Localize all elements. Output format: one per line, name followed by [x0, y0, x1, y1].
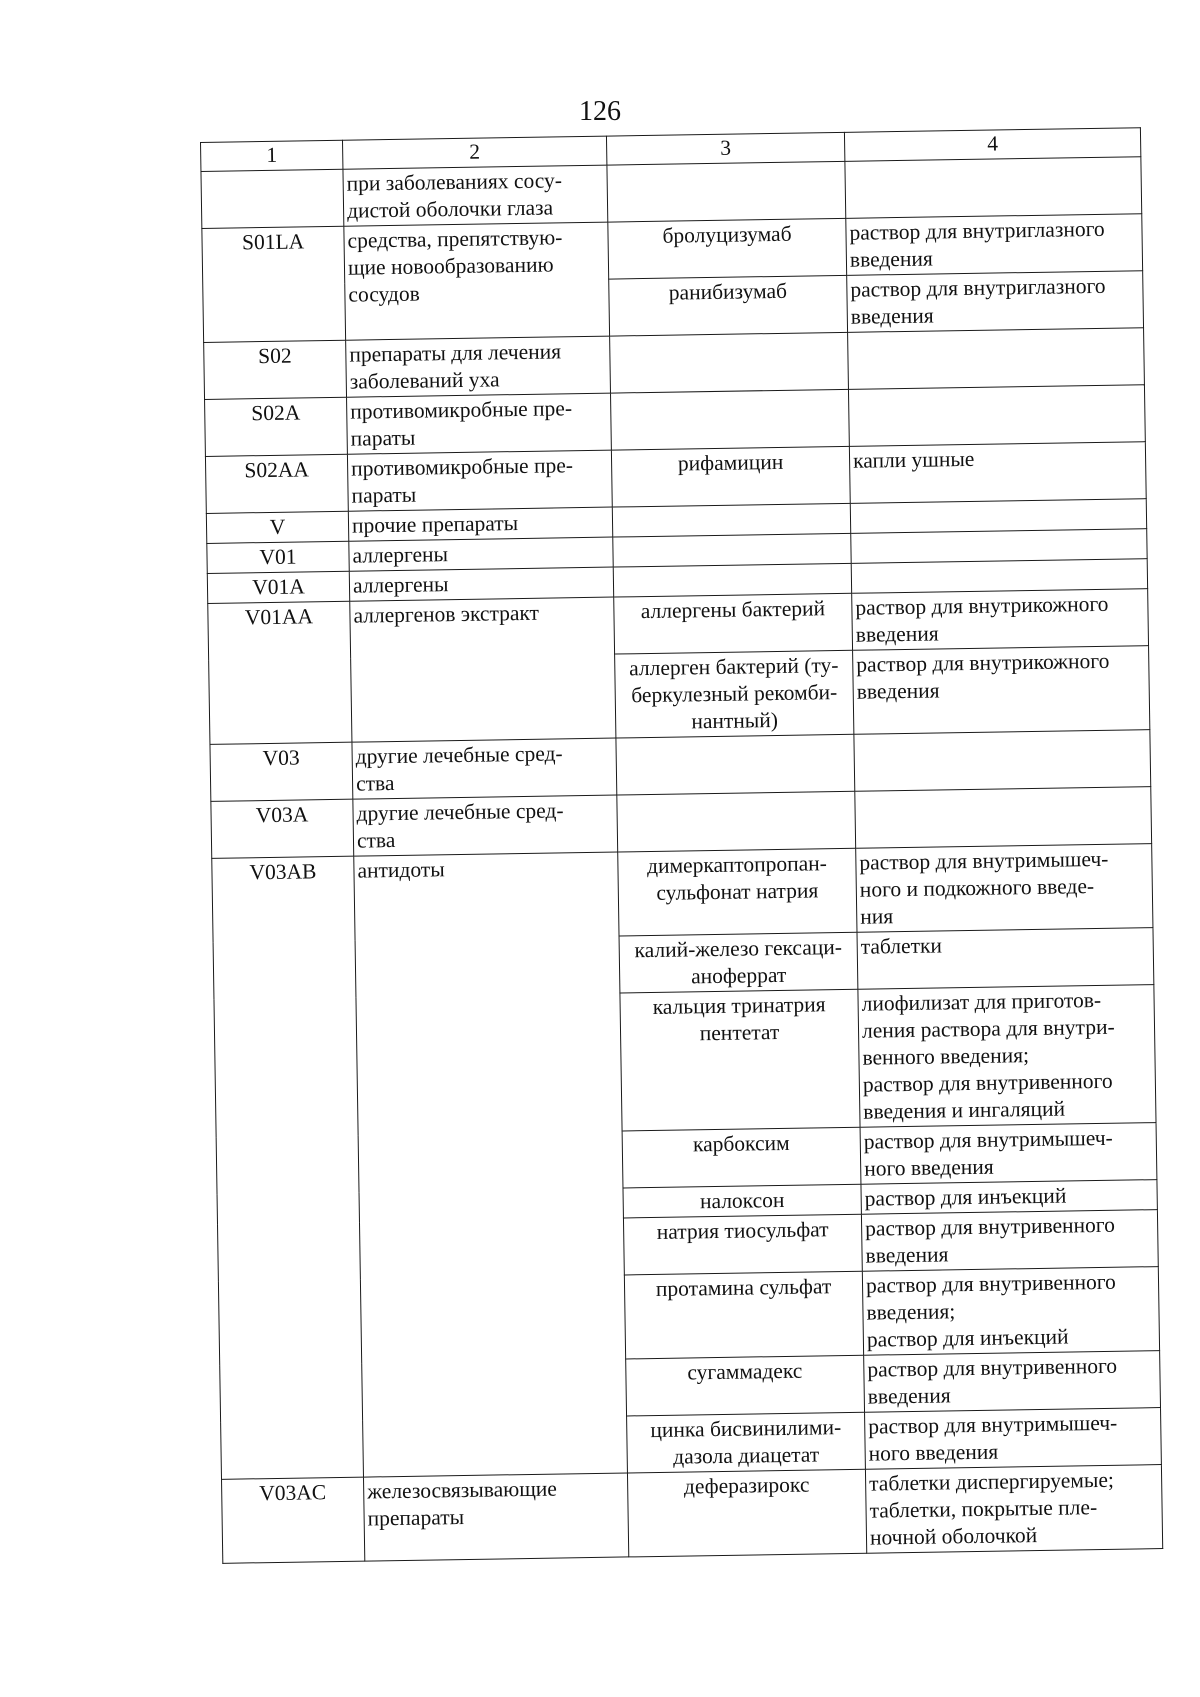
dosage-form-cell: [851, 529, 1147, 564]
dosage-form-cell: раствор для внутриглазного введения: [846, 214, 1143, 276]
dosage-form-cell: таблетки: [857, 928, 1154, 990]
drug-table: [200, 127, 1163, 1564]
dosage-form-cell: раствор для внутриглазного введения: [847, 271, 1144, 333]
dosage-form-cell: раствор для внутривенного введения; раствор для инъекций: [862, 1267, 1159, 1356]
atc-code-cell: V01AA: [208, 601, 352, 744]
dosage-form-cell: [848, 385, 1145, 447]
drug-name-cell: аллергены бактерий: [614, 593, 853, 654]
drug-name-cell: [617, 791, 856, 852]
dosage-form-cell: капли ушные: [849, 442, 1146, 504]
dosage-form-cell: [850, 499, 1146, 534]
table-body: [201, 157, 1163, 1564]
anatomical-group-cell: аллергены: [349, 537, 613, 571]
header-cell-2: 2: [342, 136, 606, 169]
drug-name-cell: [613, 533, 851, 567]
atc-code-cell: S02AA: [205, 454, 348, 513]
drug-name-cell: налоксон: [623, 1184, 861, 1218]
header-cell-3: 3: [606, 132, 844, 165]
drug-name-cell: рифамицин: [611, 446, 850, 507]
anatomical-group-cell: противомикробные пре- параты: [347, 450, 612, 511]
drug-name-cell: [607, 161, 846, 222]
drug-name-cell: [610, 332, 849, 393]
drug-name-cell: [610, 389, 849, 450]
table-row: [222, 1465, 1163, 1564]
drug-name-cell: сугаммадекс: [626, 1355, 865, 1416]
atc-code-cell: S02: [204, 340, 347, 399]
anatomical-group-cell: другие лечебные сред- ства: [352, 738, 617, 799]
dosage-form-cell: раствор для внутримышеч- ного и подкожного введе- ния: [856, 844, 1153, 933]
drug-name-cell: [613, 563, 851, 597]
drug-name-cell: ранибизумаб: [609, 275, 848, 336]
atc-code-cell: S01LA: [202, 226, 346, 342]
dosage-form-cell: раствор для внутримышеч- ного введения: [865, 1408, 1162, 1470]
dosage-form-cell: раствор для инъекций: [861, 1180, 1157, 1215]
atc-code-cell: V01: [207, 541, 349, 573]
atc-code-cell: V03AC: [222, 1477, 365, 1563]
table-row: [212, 844, 1153, 943]
dosage-form-cell: [851, 559, 1147, 594]
atc-code-cell: S02A: [205, 397, 348, 456]
dosage-form-cell: раствор для внутримышеч- ного введения: [860, 1123, 1157, 1185]
dosage-form-cell: раствор для внутрикожного введения: [852, 589, 1149, 651]
drug-name-cell: цинка бисвинилими- дазола диацетат: [627, 1412, 866, 1473]
dosage-form-cell: раствор для внутривенного введения: [861, 1210, 1158, 1272]
drug-name-cell: [612, 503, 850, 537]
drug-name-cell: бролуцизумаб: [608, 218, 847, 279]
drug-name-cell: натрия тиосульфат: [623, 1214, 862, 1275]
dosage-form-cell: таблетки диспергируемые; таблетки, покрытые пле- ночной оболочкой: [865, 1465, 1162, 1554]
header-cell-4: 4: [844, 128, 1140, 162]
anatomical-group-cell: противомикробные пре- параты: [347, 393, 612, 454]
atc-code-cell: V01A: [207, 571, 349, 603]
drug-name-cell: карбоксим: [622, 1127, 861, 1188]
drug-name-cell: димеркаптопропан- сульфонат натрия: [618, 848, 857, 936]
dosage-form-cell: [845, 157, 1142, 219]
atc-code-cell: [201, 169, 344, 228]
dosage-form-cell: лиофилизат для приготов- ления раствора для внутри- венного введения; раствор для внутривенного введения и ингаляций: [858, 985, 1156, 1128]
anatomical-group-cell: прочие препараты: [348, 507, 612, 541]
dosage-form-cell: раствор для внутрикожного введения: [853, 646, 1150, 735]
dosage-form-cell: раствор для внутривенного введения: [864, 1351, 1161, 1413]
dosage-form-cell: [855, 787, 1152, 849]
atc-code-cell: V: [206, 511, 348, 543]
anatomical-group-cell: средства, препятствую- щие новообразованию сосудов: [344, 222, 610, 340]
atc-code-cell: V03: [210, 742, 353, 801]
drug-name-cell: калий-железо гексаци- аноферрат: [619, 932, 858, 993]
page-number: 126: [579, 96, 621, 127]
anatomical-group-cell: аллергены: [349, 567, 613, 601]
anatomical-group-cell: препараты для лечения заболеваний уха: [346, 336, 611, 397]
anatomical-group-cell: другие лечебные сред- ства: [353, 795, 618, 856]
anatomical-group-cell: железосвязывающие препараты: [363, 1473, 628, 1561]
drug-name-cell: кальция тринатрия пентетат: [620, 989, 860, 1131]
anatomical-group-cell: антидоты: [354, 852, 628, 1477]
drug-name-cell: аллерген бактерий (ту- беркулезный рекомби- нантный): [615, 650, 854, 738]
anatomical-group-cell: при заболеваниях сосу- дистой оболочки глаза: [343, 165, 608, 226]
atc-code-cell: V03A: [211, 799, 354, 858]
atc-code-cell: V03AB: [212, 856, 364, 1479]
drug-name-cell: протамина сульфат: [624, 1271, 863, 1359]
drug-name-cell: [616, 734, 855, 795]
anatomical-group-cell: аллергенов экстракт: [350, 597, 616, 742]
header-cell-1: 1: [201, 140, 343, 171]
drug-name-cell: деферазирокс: [627, 1469, 866, 1557]
dosage-form-cell: [854, 730, 1151, 792]
dosage-form-cell: [848, 328, 1145, 390]
